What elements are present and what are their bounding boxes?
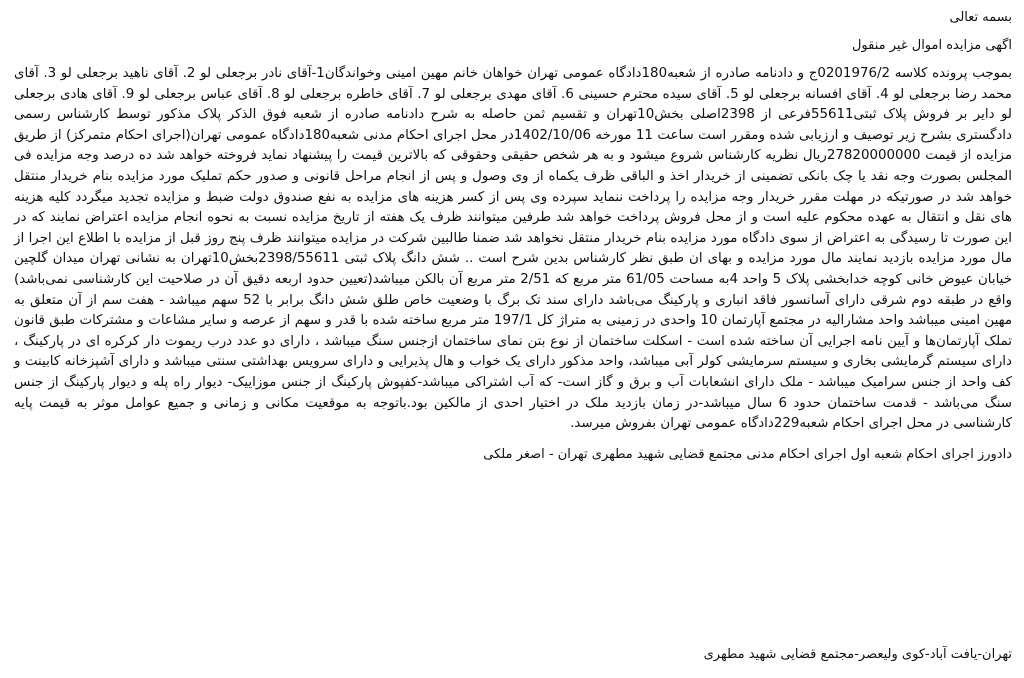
basmala-heading: بسمه تعالی bbox=[949, 10, 1012, 25]
address-line: تهران-یافت آباد-کوی ولیعصر-مجتمع قضایی شهید مطهری bbox=[703, 647, 1012, 662]
notice-title: اگهی مزایده اموال غیر منقول bbox=[851, 38, 1012, 53]
notice-body: بموجب پرونده کلاسه 0201976/2ج و دادنامه صادره از شعبه180دادگاه عمومی تهران خواهان خانم مهین امینی وخواندگان1-آقای نادر برجعلی لو 2. آقای ناهید برجعلی لو 3. آقای محمد رضا برجعلی لو 4. آقای افسانه برجعلی لو 5. آقای سیده محترم حسینی 6. آقای مهدی برجعلی لو 7. آقای خاطره برجعلی لو 8. آقای عباس برجعلی لو 9. آقای هادی برجعلی لو دایر بر فروش پلاک ثبتی55611فرعی از 2398اصلی بخش10تهران و تقسیم ثمن حاصله به شرح دادنامه صادره از شعبه فوق الذکر پلاک مذکور توسط کارشناس رسمی دادگستری بشرح زیر توصیف و ارزیابی شده ومقرر است ساعت 11 مورخه 1402/10/06در محل اجرای احکام مدنی شعبه180دادگاه عمومی تهران(اجرای احکام متمرکز) از طریق مزایده از قیمت 27820000000ریال نظریه کارشناس شروع میشود و به هر شخص حقیقی وحقوقی که بالاترین قیمت را پیشنهاد نماید فروخته خواهد شد ده درصد وجه مزایده فی المجلس بصورت وجه نقد یا چک بانکی تضمینی از خریدار اخذ و الباقی ظرف یکماه از وی وصول و پس از انجام مراحل قانونی و صدور حکم تملیک مورد مزایده بنام خریدار منتقل خواهد شد در صورتیکه در مهلت مقرر خریدار وجه مزایده را پرداخت ننماید سپرده وی پس از کسر هزینه های مزایده به نفع صندوق دولت ضبط و مزایده تجدید میگردد کلیه هزینه های نقل و انتقال به عهده محکوم علیه است و از محل فروش پرداخت خواهد شد طرفین میتوانند ظرف یک هفته از تاریخ مزایده نسبت به نحوه انجام مزایده اعتراض نمایند که در این صورت تا رسیدگی به اعتراض از سوی دادگاه مورد مزایده بنام خریدار منتقل نخواهد شد ضمنا طالبین شرکت در مزایده میتوانند ظرف پنج روز قبل از مزایده با اطلاع این اجرا از مال مورد مزایده بازدید نمایند مال مورد مزایده و بهای ان طبق نظر کارشناس بدین شرح است .. شش دانگ پلاک ثبتی 2398/55611بخش10تهران به نشانی تهران میدان گلچین خیابان عیوض خانی کوچه خدابخشی پلاک 5 واحد 4به مساحت 61/05 متر مربع که 2/51 متر مربع آن بالکن میباشد(تعیین حدود اربعه دقیق آن در صلاحیت این کارشناسی نمی‌باشد) واقع در طبقه دوم شرقی دارای آسانسور فاقد انباری و پارکینگ می‌باشد دارای سند تک برگ با وضعیت خاص طلق شش دانگ برابر با 52 سهم میباشد - هفت سم از آن متعلق به مهین امینی میباشد واحد مشارالیه در مجتمع آپارتمان 10 واحدی در زمینی به متراژ کل 197/1 متر مربع ساخته شده با قدر و سهم از عرصه و سایر مشاعات و مشترکات طبق قانون تملک آپارتمان‌ها و آیین نامه اجرایی آن ساخته شده است - اسکلت ساختمان از نوع بتن نمای ساختمان ازجنس سنگ میباشد ، دارای دو عدد درب ریموت دار کرکره ای در پارکینگ ، دارای سیستم گرمایشی بخاری و سیستم سرمایشی کولر آبی میباشد، واحد مذکور دارای یک خواب و هال پذیرایی و دارای سرویس بهداشتی سنتی میباشد و دارای آشپزخانه کابینت و کف واحد از جنس سرامیک میباشد - ملک دارای انشعابات آب و برق و گاز است- که آب اشتراکی میباشد-کفپوش پارکینگ از جنس موزاییک- دیوار راه پله و دیوار پارکینگ از جنس سنگ می‌باشد - قدمت ساختمان حدود 6 سال میباشد-در زمان بازدید ملک در اختیار احدی از مالکین بود.باتوجه به موقعیت مکانی و زمانی و جمیع عوامل موثر به قیمت پایه کارشناسی در محل اجرای احکام شعبه229دادگاه عمومی تهران بفروش میرسد. bbox=[14, 66, 1013, 432]
signature-line: دادورز اجرای احکام شعبه اول اجرای احکام مدنی مجتمع قضایی شهید مطهری تهران - اصغر ملکی bbox=[483, 446, 1012, 462]
